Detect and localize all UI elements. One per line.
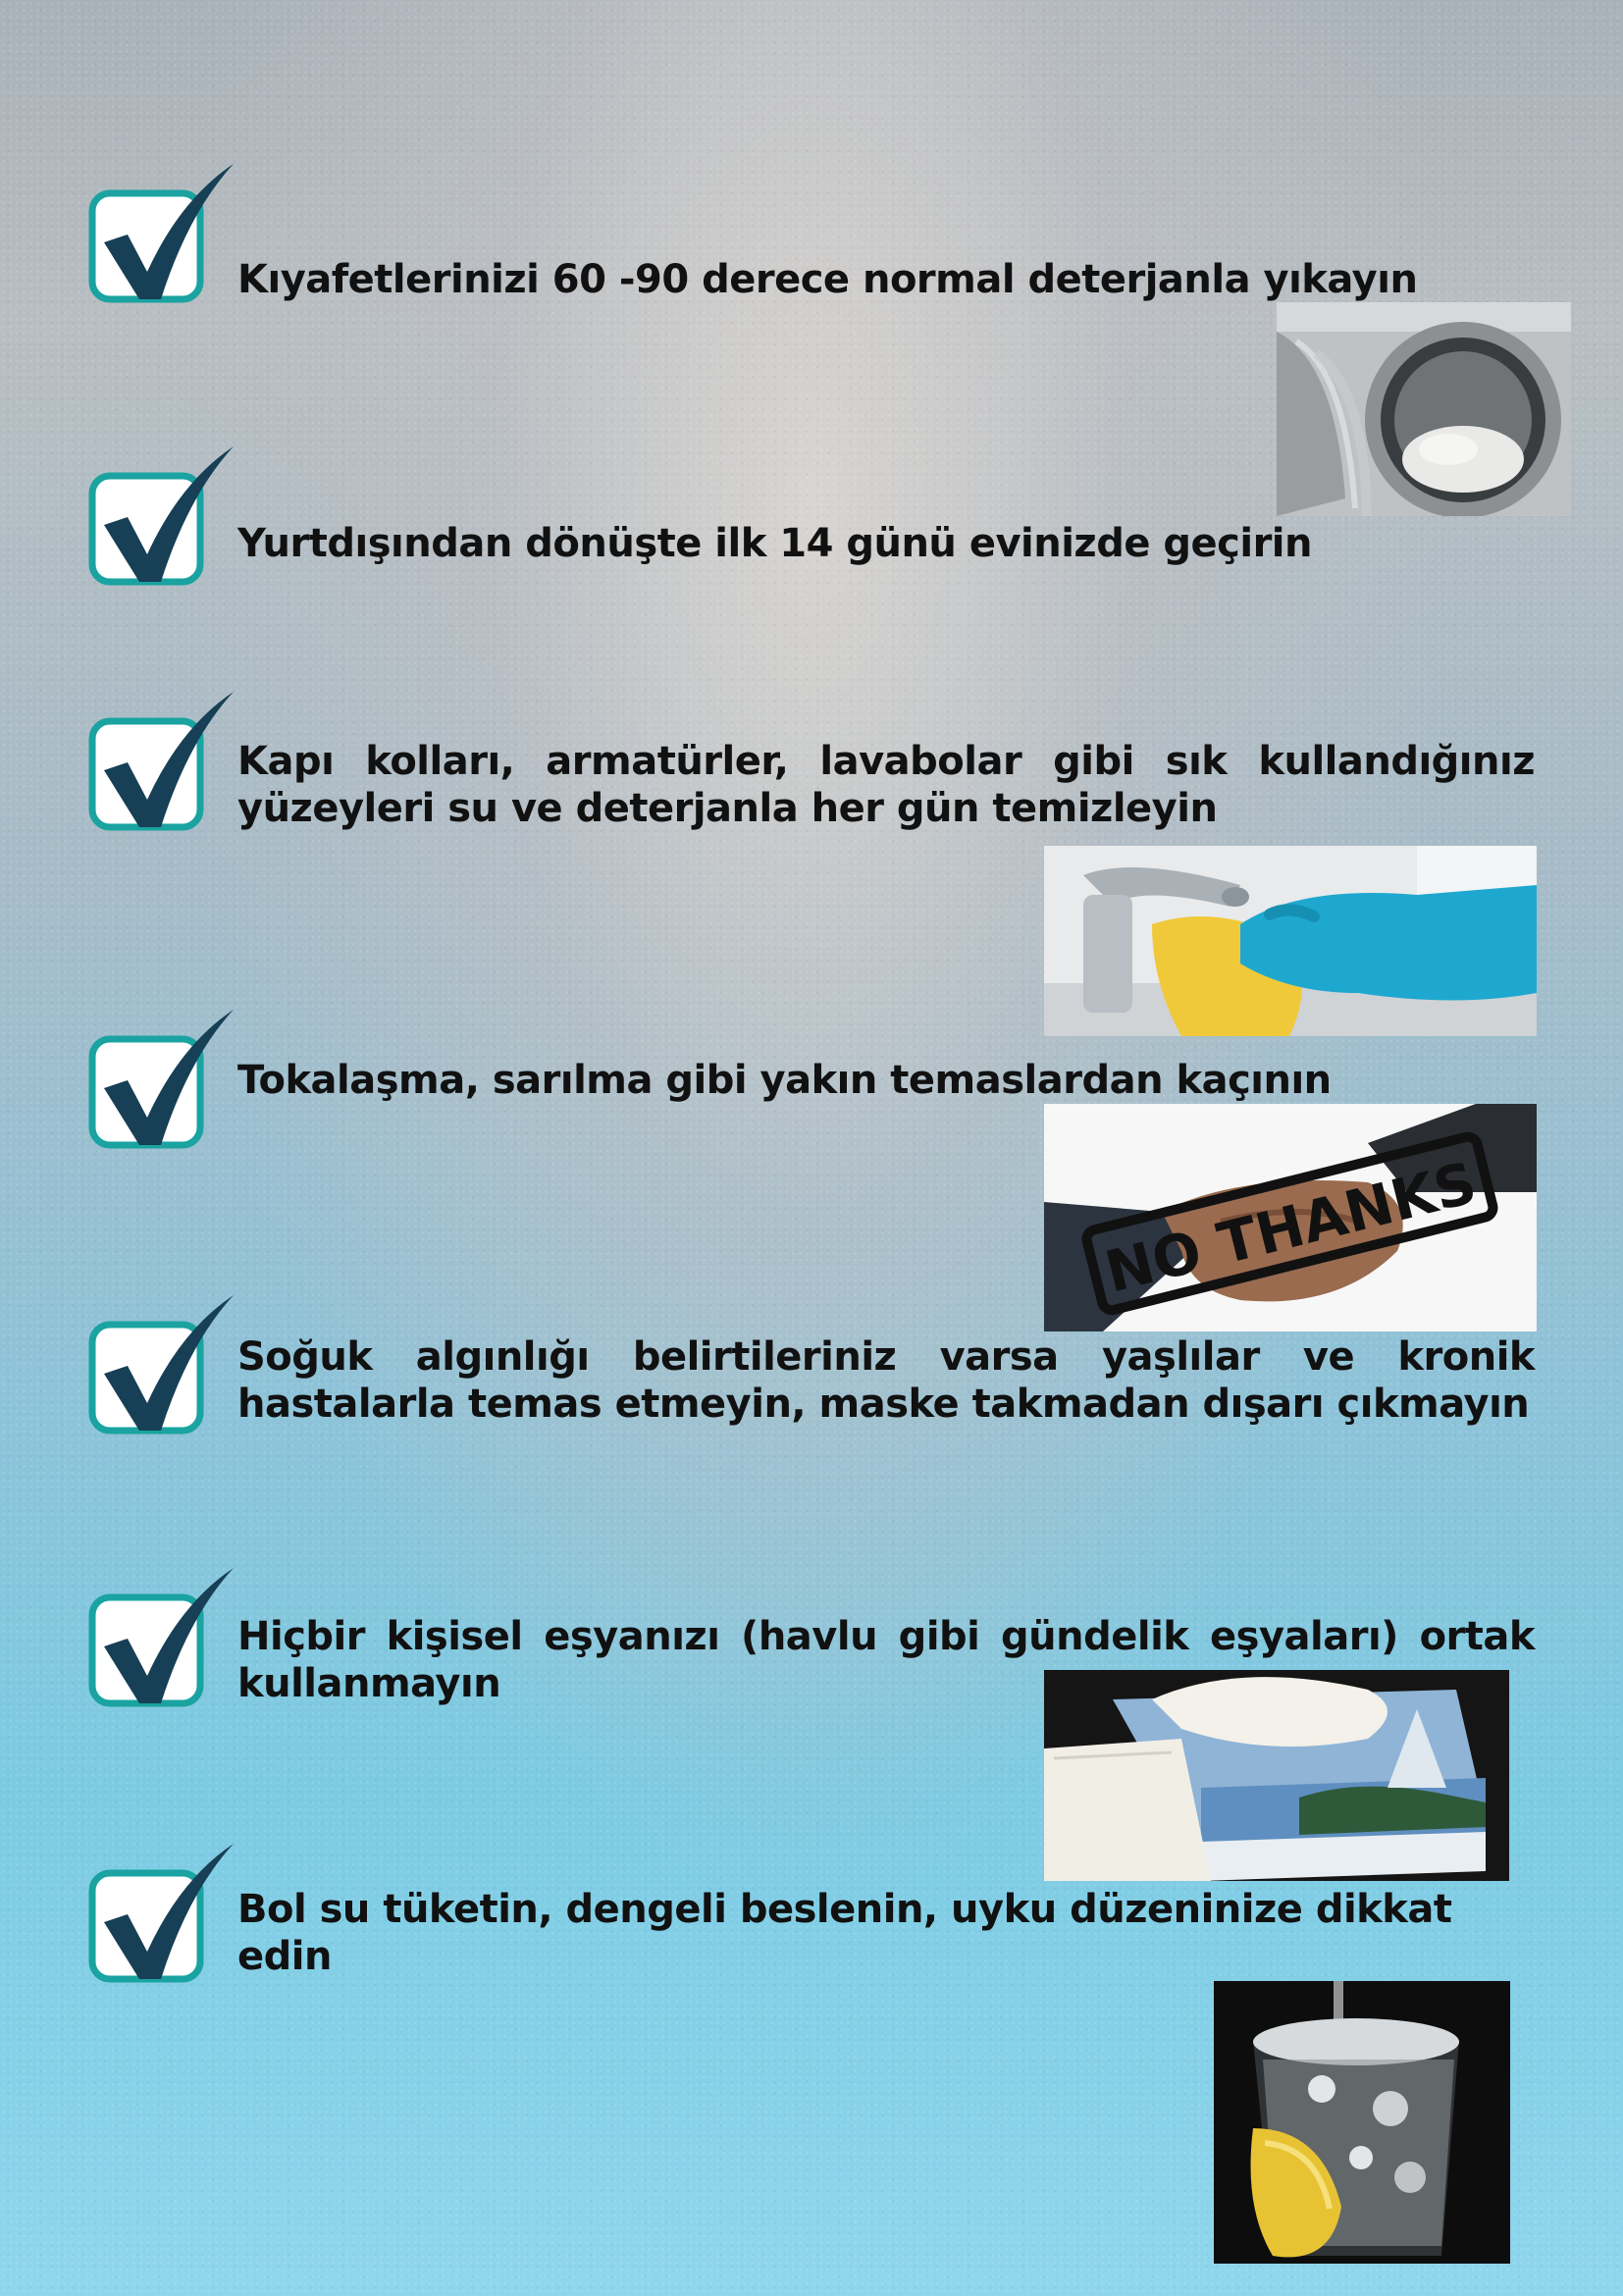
no-handshake-image xyxy=(1044,1104,1537,1331)
tissue-box-image xyxy=(1044,1670,1509,1881)
item-5-text: Soğuk algınlığı belirtileriniz varsa yaşlılar ve kronik hastalarla temas etmeyin, maske takmadan dışarı çıkmayın xyxy=(237,1334,1535,1427)
checkbox-checked-icon xyxy=(86,444,243,592)
item-3-text: Kapı kolları, armatürler, lavabolar gibi sık kullandığınız yüzeyleri su ve deterjanla her gün temizleyin xyxy=(237,739,1535,831)
washing-machine-image xyxy=(1277,302,1571,516)
item-7-text: Bol su tüketin, dengeli beslenin, uyku düzeninize dikkat edin xyxy=(237,1887,1452,1979)
water-glass-image xyxy=(1214,1981,1510,2264)
checkbox-checked-icon xyxy=(86,690,243,837)
checkbox-checked-icon xyxy=(86,1566,243,1713)
checkbox-checked-icon xyxy=(86,1293,243,1440)
item-2-text: Yurtdışından dönüşte ilk 14 günü evinizde geçirin xyxy=(237,521,1312,566)
item-4-text: Tokalaşma, sarılma gibi yakın temaslardan kaçının xyxy=(237,1058,1332,1103)
checkbox-checked-icon xyxy=(86,162,243,309)
checkbox-checked-icon xyxy=(86,1008,243,1155)
item-6-text: Hiçbir kişisel eşyanızı (havlu gibi gündelik eşyaları) ortak kullanmayın xyxy=(237,1614,1535,1706)
stamp-text: NO THANKS xyxy=(1098,1149,1484,1306)
item-1-text: Kıyafetlerinizi 60 -90 derece normal deterjanla yıkayın xyxy=(237,257,1418,302)
checkbox-checked-icon xyxy=(86,1842,243,1989)
faucet-cleaning-image xyxy=(1044,846,1537,1036)
